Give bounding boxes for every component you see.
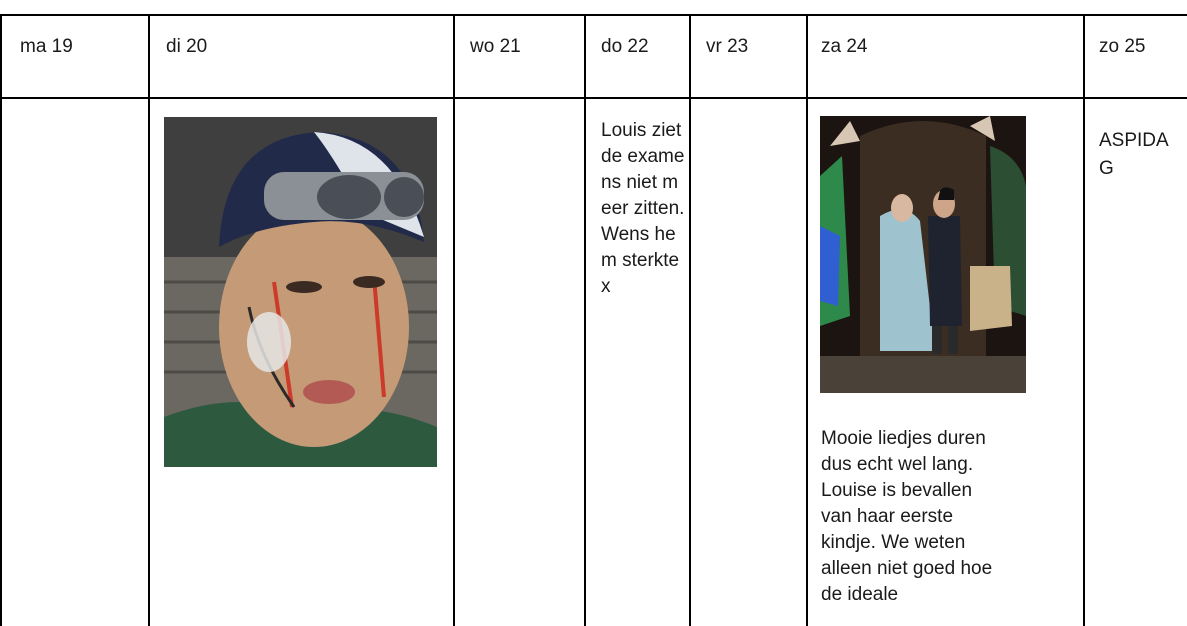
column-divider xyxy=(148,14,150,626)
column-divider xyxy=(806,14,808,626)
header-vr23: vr 23 xyxy=(706,36,749,57)
column-divider xyxy=(1083,14,1085,626)
zo25-entry-label: ASPIDAG xyxy=(1099,130,1169,179)
header-za24: za 24 xyxy=(821,36,868,57)
zo25-entry-text xyxy=(1099,127,1181,183)
za24-photo xyxy=(820,116,1026,393)
table-row-divider xyxy=(0,97,1187,99)
header-di20: di 20 xyxy=(166,36,208,57)
column-divider xyxy=(0,14,2,626)
column-divider xyxy=(584,14,586,626)
header-ma19: ma 19 xyxy=(20,36,73,57)
column-divider xyxy=(689,14,691,626)
header-wo21: wo 21 xyxy=(470,36,521,57)
column-divider xyxy=(453,14,455,626)
header-do22: do 22 xyxy=(601,36,649,57)
za24-entry-text: Mooie liedjes duren dus echt wel lang. Louise is bevallen van haar eerste kindje. We weten alleen niet goed hoe de ideale xyxy=(821,428,993,605)
do22-entry-text: Louis ziet de examens niet meer zitten. Wens hem sterkte x xyxy=(601,120,685,297)
header-zo25: zo 25 xyxy=(1099,36,1146,57)
table-border-top xyxy=(0,14,1187,16)
di20-photo xyxy=(164,117,437,467)
